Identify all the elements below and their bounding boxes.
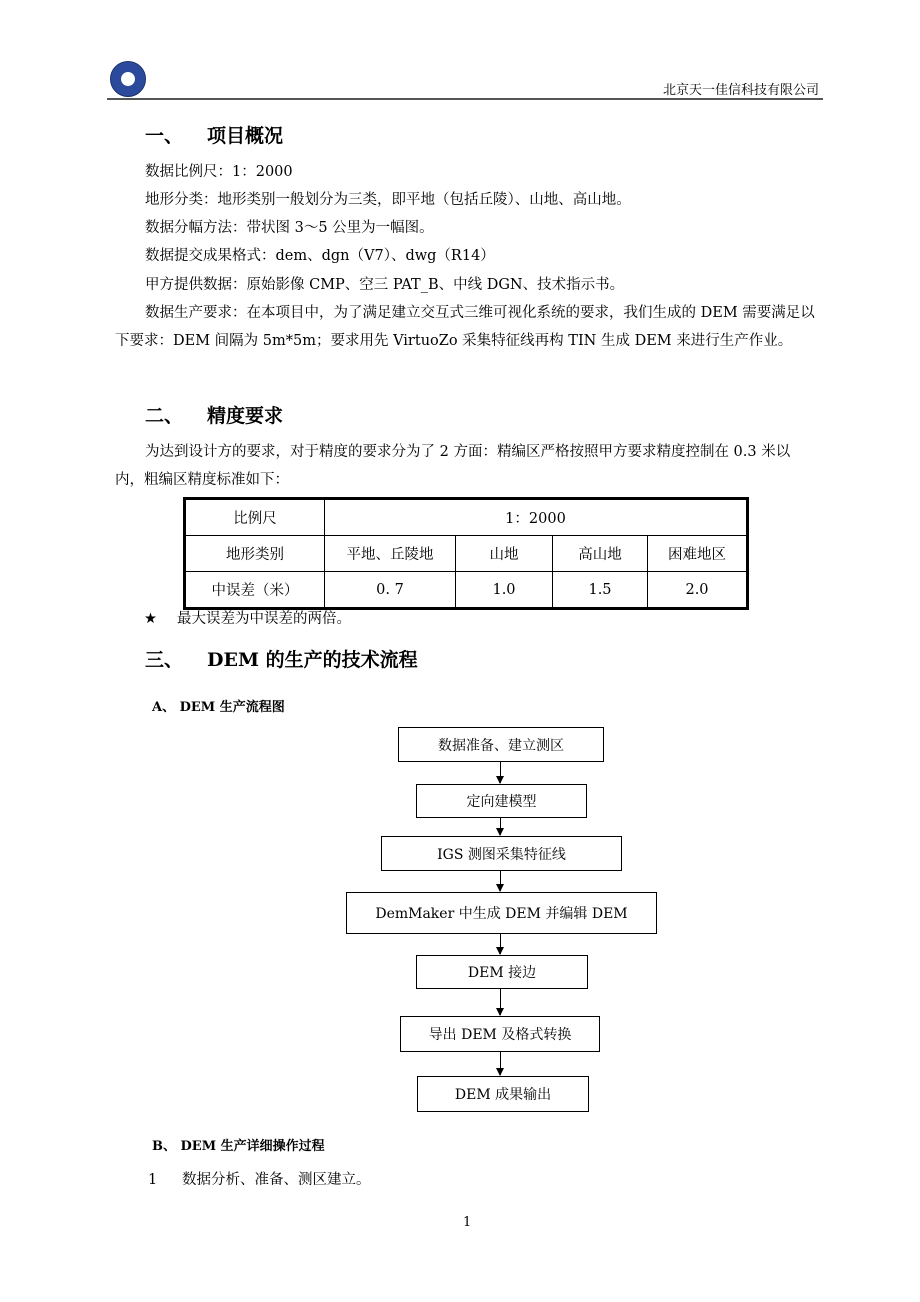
table-row bbox=[185, 536, 748, 572]
flow-step: 数据准备、建立测区 bbox=[398, 727, 604, 762]
section-number: 一、 bbox=[145, 125, 184, 147]
table-cell: 比例尺 bbox=[185, 499, 325, 536]
list-item: 数据分析、准备、测区建立。 bbox=[182, 1172, 371, 1188]
arrow-down-icon bbox=[500, 761, 501, 783]
section-number: 二、 bbox=[145, 405, 184, 427]
table-cell: 困难地区 bbox=[648, 536, 748, 572]
table-cell: 2.0 bbox=[648, 572, 748, 609]
flow-step: DEM 成果输出 bbox=[417, 1076, 589, 1112]
table-row bbox=[185, 499, 748, 536]
arrow-down-icon bbox=[500, 870, 501, 891]
table-cell: 山地 bbox=[456, 536, 553, 572]
section-title: DEM 的生产的技术流程 bbox=[207, 649, 418, 671]
section-title: 项目概况 bbox=[207, 125, 284, 147]
text-line: 地形分类：地形类别一般划分为三类，即平地（包括丘陵）、山地、高山地。 bbox=[145, 192, 631, 208]
arrow-down-icon bbox=[500, 933, 501, 954]
table-note: 最大误差为中误差的两倍。 bbox=[177, 611, 351, 627]
company-logo bbox=[110, 61, 146, 97]
section-title: 精度要求 bbox=[207, 405, 284, 427]
text-line: 数据提交成果格式：dem、dgn（V7）、dwg（R14） bbox=[145, 248, 495, 264]
paragraph: 为达到设计方的要求，对于精度的要求分为了 2 方面：精编区严格按照甲方要求精度控制在 0.3 米以内，粗编区精度标准如下： bbox=[115, 444, 791, 488]
flow-step: IGS 测图采集特征线 bbox=[381, 836, 622, 871]
table-cell: 0. 7 bbox=[325, 572, 456, 609]
arrow-down-icon bbox=[500, 817, 501, 835]
flow-step: 导出 DEM 及格式转换 bbox=[400, 1016, 600, 1052]
text-line: 数据分幅方法：带状图 3～5 公里为一幅图。 bbox=[145, 220, 434, 236]
subheading-b: B、 DEM 生产详细操作过程 bbox=[152, 1139, 325, 1154]
table-cell: 平地、丘陵地 bbox=[325, 536, 456, 572]
section-1-heading bbox=[145, 121, 283, 148]
header-divider bbox=[107, 98, 823, 100]
subheading-a: A、 DEM 生产流程图 bbox=[152, 700, 285, 715]
table-cell: 1：2000 bbox=[325, 499, 748, 536]
star-icon: ★ bbox=[144, 611, 157, 627]
list-number: 1 bbox=[148, 1172, 158, 1188]
header-company: 北京天一佳信科技有限公司 bbox=[662, 83, 819, 98]
accuracy-table bbox=[183, 497, 749, 610]
table-cell: 1.5 bbox=[553, 572, 648, 609]
arrow-down-icon bbox=[500, 988, 501, 1015]
flow-step: 定向建模型 bbox=[416, 784, 587, 818]
arrow-down-icon bbox=[500, 1051, 501, 1075]
section-3-heading bbox=[145, 645, 418, 672]
paragraph: 数据生产要求：在本项目中，为了满足建立交互式三维可视化系统的要求，我们生成的 DEM 需要满足以下要求：DEM 间隔为 5m*5m；要求用先 VirtuoZo 采集特征线再构 TIN 生成 DEM 来进行生产作业。 bbox=[115, 305, 815, 349]
text-line: 甲方提供数据：原始影像 CMP、空三 PAT_B、中线 DGN、技术指示书。 bbox=[145, 277, 625, 293]
table-row bbox=[185, 572, 748, 609]
flow-step: DEM 接边 bbox=[416, 955, 588, 989]
flow-step: DemMaker 中生成 DEM 并编辑 DEM bbox=[346, 892, 657, 934]
section-2-heading bbox=[145, 401, 283, 428]
section-number: 三、 bbox=[145, 649, 184, 671]
page-number: 1 bbox=[463, 1215, 472, 1230]
table-cell: 中误差（米） bbox=[185, 572, 325, 609]
table-cell: 地形类别 bbox=[185, 536, 325, 572]
text-line: 数据比例尺：1：2000 bbox=[145, 164, 293, 180]
table-cell: 高山地 bbox=[553, 536, 648, 572]
table-cell: 1.0 bbox=[456, 572, 553, 609]
